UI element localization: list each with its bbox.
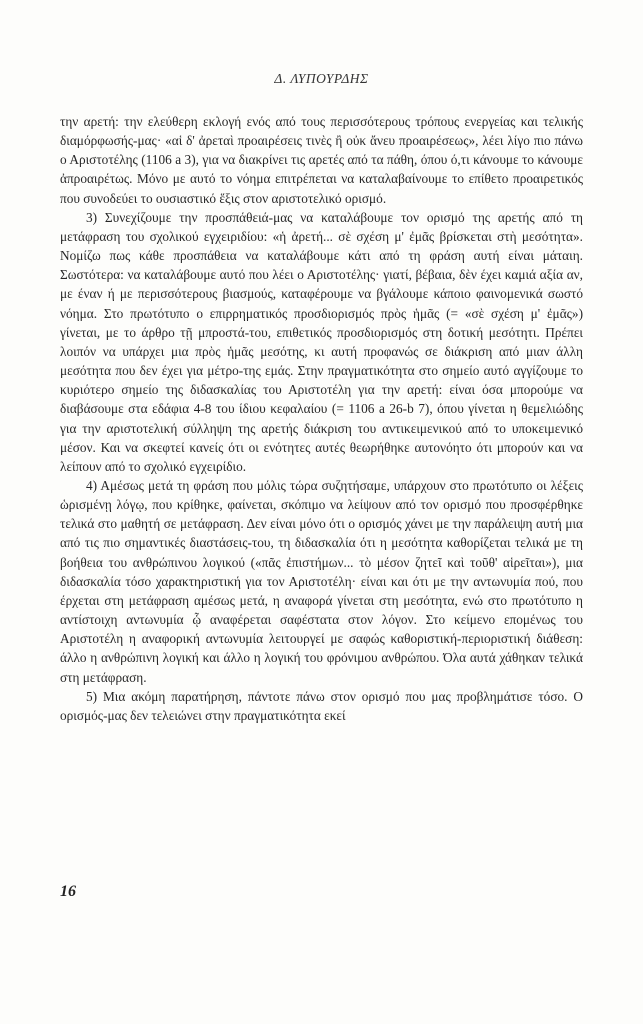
body-text [60, 112, 583, 725]
running-header: Δ. ΛΥΠΟΥΡΔΗΣ [274, 71, 369, 86]
page-number: 16 [60, 883, 76, 900]
paragraph-3: 3) Συνεχίζουμε την προσπάθειά-μας να καταλάβουμε τον ορισμό της αρετής από τη μετάφραση του σχολικού εγχειριδίου: «ἡ ἀρετή... σὲ σχέση μ' ἐμᾶς βρίσκεται στὴ μεσότητα». Νομίζω πως κάθε προσπάθεια να καταλάβουμε κάτι από τη φράση αυτή είναι μάταιη. Σωστότερα: να καταλάβουμε αυτό που λέει ο Αριστοτέλης· γιατί, βέβαια, δὲν έχει καμιά αξία αν, με έναν ή με περισσότερους βιασμούς, καταφέρουμε να βγάλουμε κάποιο φαινομενικά σωστό νόημα. Στο πρωτότυπο ο επιρρηματικός προσδιορισμός πρὸς ἡμᾶς (= «σὲ σχέση μ' ἐμᾶς») γίνεται, με το άρθρο τῇ μπροστά-του, επιθετικός προσδιορισμός στη δοτική μεσότητι. Πρέπει λοιπόν να υπάρχει μια πρὸς ἡμᾶς μεσότης, κι αυτή προφανώς σε διάκριση από μιαν άλλη μεσότητα που δεν έχει για μέτρο-της εμάς. Στην πραγματικότητα στο σημείο αυτό αγγίζουμε το κυριότερο σημείο της διδασκαλίας του Αριστοτέλη για την αρετή: είναι όσα μπορούμε να διαβάσουμε στα εδάφια 4-8 του ίδιου κεφαλαίου (= 1106 a 26-b 7), όπου γίνεται η θεμελιώδης για την αριστοτελική σύλληψη της αρετής διάκριση του αντικειμενικού από το υποκειμενικό μέσον. Και να σκεφτεί κανείς ότι οι ενότητες αυτές θεωρήθηκε αυτονόητο ότι μπορούν και να λείπουν από το σχολικό εγχειρίδιο. [60, 209, 583, 474]
paragraph-continuation: την αρετή: την ελεύθερη εκλογή ενός από τους περισσότερους τρόπους ενεργείας και τελικής διαμόρφωσής-μας· «αἱ δ' ἀρεταὶ προαιρέσεις τινὲς ἢ οὐκ ἄνευ προαιρέσεως», λέει λίγο πιο πάνω ο Αριστοτέλης (1106 a 3), για να διακρίνει τις αρετές από τα πάθη, όπου ό,τι κάνουμε το κάνουμε ἀπροαιρέτως. Μόνο με αυτό το νόημα επιτρέπεται να καταλαβαίνουμε το επίθετο προαιρετικός που συνοδεύει το ουσιαστικό ἕξις στον αριστοτελικό ορισμό. [60, 114, 583, 206]
paragraph-4: 4) Αμέσως μετά τη φράση που μόλις τώρα συζητήσαμε, υπάρχουν στο πρωτότυπο οι λέξεις ὡρισμένῃ λόγῳ, που κρίθηκε, φαίνεται, σκόπιμο να λείψουν από τον ορισμό που προσφέρθηκε τελικά στο μαθητή σε μετάφραση. Δεν είναι μόνο ότι ο ορισμός χάνει με την παράλειψη αυτή μια από τις πιο σημαντικές διαστάσεις-του, τη διδασκαλία ότι η μεσότητα καθορίζεται τελικά με τη βοήθεια του ανθρώπινου λογικού («πᾶς ἐπιστήμων... τὸ μέσον ζητεῖ καὶ τοῦθ' αἱρεῖται»), μια διδασκαλία τόσο χαρακτηριστική για τον Αριστοτέλη· είναι και ότι με την αντωνυμία πού, που έρχεται στη μετάφραση αμέσως μετά, η αναφορά γίνεται στη μεσότητα, ενώ στο πρωτότυπο η αντίστοιχη αντωνυμία ᾧ αναφέρεται σαφέστατα στον λόγον. Στο κείμενο επομένως του Αριστοτέλη η αναφορική αντωνυμία λειτουργεί με σαφώς καθοριστική-περιοριστική διάθεση: άλλο η ανθρώπινη λογική και άλλο η λογική του φρόνιμου ανθρώπου. Όλα αυτά χάθηκαν τελικά στη μετάφραση. [60, 477, 583, 685]
paragraph-5: 5) Μια ακόμη παρατήρηση, πάντοτε πάνω στον ορισμό που μας προβλημάτισε τόσο. Ο ορισμός-μας δεν τελειώνει στην πραγματικότητα εκεί [60, 688, 583, 723]
